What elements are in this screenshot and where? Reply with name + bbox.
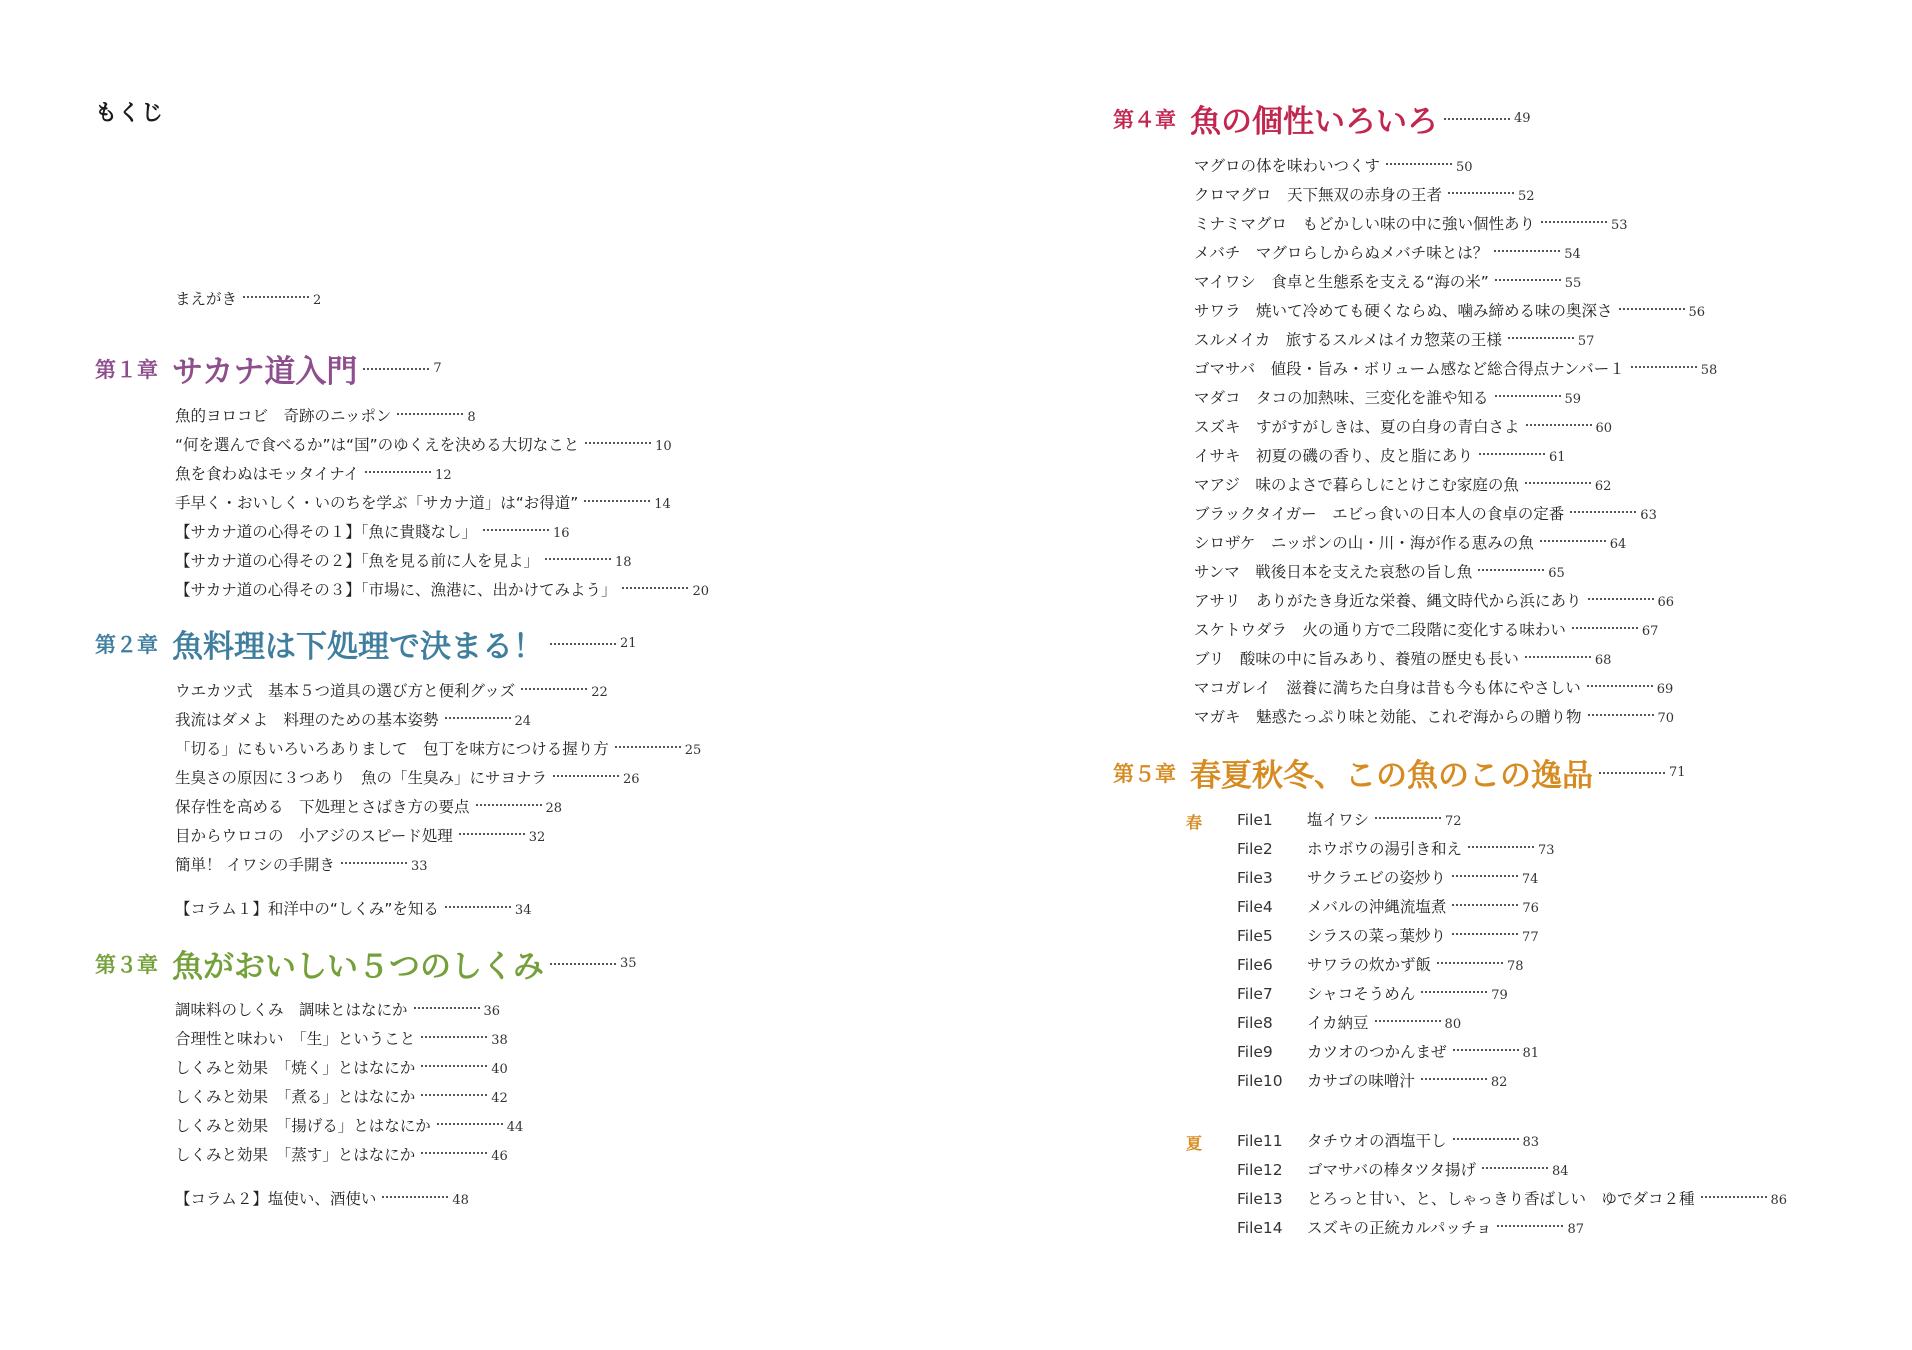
entry-title: 魚的ヨロコビ 奇跡のニッポン — [175, 407, 392, 425]
toc-entry[interactable] — [1194, 707, 1674, 729]
leader-dots — [1375, 817, 1441, 819]
toc-entry[interactable] — [1194, 620, 1658, 642]
leader-dots — [1525, 482, 1591, 484]
recipe-entry[interactable] — [1237, 1218, 1584, 1240]
entry-title: マイワシ 食卓と生態系を支える“海の米” — [1194, 273, 1489, 291]
leader-dots — [1495, 279, 1561, 281]
chapter-number: 第１章 — [95, 357, 158, 382]
toc-entry[interactable] — [175, 1116, 523, 1138]
entry-title: ホウボウの湯引き和え — [1307, 840, 1463, 858]
leader-dots — [421, 1094, 487, 1096]
page-number: 55 — [1564, 276, 1582, 291]
page-number: 35 — [620, 956, 637, 971]
page-number: 38 — [491, 1033, 508, 1048]
leader-dots — [585, 442, 651, 444]
toc-entry[interactable] — [1194, 446, 1566, 468]
leader-dots — [459, 833, 525, 835]
entry-title: タチウオの酒塩干し — [1307, 1132, 1447, 1150]
season-label-spring: 春 — [1186, 813, 1203, 832]
leader-dots — [1421, 1078, 1487, 1080]
leader-dots — [1482, 1167, 1548, 1169]
toc-entry[interactable] — [1194, 301, 1705, 323]
leader-dots — [341, 862, 407, 864]
chapter-number: 第３章 — [95, 952, 158, 977]
leader-dots — [1526, 424, 1592, 426]
page-number: 63 — [1640, 508, 1657, 523]
entry-title: ブリ 酸味の中に旨みあり、養殖の歴史も長い — [1194, 650, 1519, 668]
entry-title: カツオのつかんまぜ — [1307, 1043, 1447, 1061]
entry-title: まえがき — [175, 290, 238, 308]
column-entry[interactable] — [175, 899, 531, 921]
page-number: 40 — [491, 1062, 508, 1077]
leader-dots — [414, 1007, 480, 1009]
leader-dots — [476, 804, 542, 806]
entry-title: “何を選んで食べるか”は“国”のゆくえを決める大切なこと — [175, 436, 580, 454]
toc-entry[interactable] — [175, 768, 640, 790]
leader-dots — [1497, 1225, 1563, 1227]
entry-title: サワラの炊かず飯 — [1307, 956, 1432, 974]
leader-dots — [1587, 685, 1653, 687]
leader-dots — [521, 688, 587, 690]
page-number: 8 — [467, 410, 476, 425]
file-number: File7 — [1237, 985, 1273, 1003]
chapter-title: 魚の個性いろいろ — [1190, 104, 1438, 140]
entry-title: ゴマサバの棒タツタ揚げ — [1307, 1161, 1476, 1179]
entry-title: シラスの菜っ葉炒り — [1307, 927, 1447, 945]
recipe-entry[interactable] — [1237, 839, 1555, 861]
page-number: 60 — [1595, 421, 1613, 436]
entry-title: 簡単！ イワシの手開き — [175, 856, 335, 874]
chapter-title: 魚がおいしい５つのしくみ — [172, 949, 544, 985]
recipe-entry[interactable] — [1237, 1013, 1461, 1035]
leader-dots — [421, 1152, 487, 1154]
page-number: 46 — [491, 1149, 508, 1164]
entry-title: メバルの沖縄流塩煮 — [1307, 898, 1447, 916]
preface-entry[interactable] — [175, 289, 321, 311]
toc-entry[interactable] — [1194, 591, 1674, 613]
file-number: File8 — [1237, 1014, 1273, 1032]
leader-dots — [1572, 627, 1638, 629]
toc-entry[interactable] — [175, 1145, 508, 1167]
entry-title: サワラ 焼いて冷めても硬くならぬ、噛み締める味の奥深さ — [1194, 302, 1613, 320]
entry-title: スルメイカ 旅するスルメはイカ惣菜の王様 — [1194, 331, 1502, 349]
page-number: 21 — [620, 636, 637, 651]
page-number: 22 — [591, 685, 608, 700]
entry-title: シャコそうめん — [1307, 985, 1416, 1003]
page-number: 67 — [1641, 624, 1659, 639]
leader-dots — [1478, 569, 1544, 571]
file-number: File3 — [1237, 869, 1273, 887]
page-number: 48 — [452, 1193, 469, 1208]
leader-dots — [550, 963, 616, 965]
chapter-title: 魚料理は下処理で決まる！ — [172, 629, 544, 665]
leader-dots — [445, 717, 511, 719]
page-number: 33 — [410, 859, 428, 874]
leader-dots — [1375, 1020, 1441, 1022]
entry-title: ブラックタイガー エビっ食いの日本人の食卓の定番 — [1194, 505, 1565, 523]
leader-dots — [1421, 991, 1487, 993]
page-number: 26 — [623, 772, 640, 787]
file-number: File5 — [1237, 927, 1273, 945]
page-number: 24 — [514, 714, 532, 729]
entry-title: 調味料のしくみ 調味とはなにか — [175, 1001, 408, 1019]
leader-dots — [397, 413, 463, 415]
page-number: 50 — [1456, 160, 1473, 175]
entry-title: イサキ 初夏の磯の香り、皮と脂にあり — [1194, 447, 1474, 465]
file-number: File11 — [1237, 1132, 1283, 1150]
toc-entry[interactable] — [175, 1087, 508, 1109]
recipe-entry[interactable] — [1237, 926, 1539, 948]
leader-dots — [1452, 933, 1518, 935]
entry-title: 魚を食わぬはモッタイナイ — [175, 465, 360, 483]
leader-dots — [1631, 366, 1697, 368]
file-number: File9 — [1237, 1043, 1273, 1061]
toc-entry[interactable] — [175, 739, 701, 761]
page-number: 34 — [514, 903, 532, 918]
recipe-entry[interactable] — [1237, 1042, 1539, 1064]
leader-dots — [1701, 1196, 1767, 1198]
recipe-entry[interactable] — [1237, 1160, 1569, 1182]
page-number: 77 — [1522, 930, 1539, 945]
entry-title: ゴマサバ 値段・旨み・ボリューム感など総合得点ナンバー１ — [1194, 360, 1625, 378]
entry-title: 【コラム２】塩使い、酒使い — [175, 1190, 377, 1208]
entry-title: マガキ 魅惑たっぷり味と効能、これぞ海からの贈り物 — [1194, 708, 1582, 726]
entry-title: しくみと効果 「揚げる」とはなにか — [175, 1117, 431, 1135]
leader-dots — [243, 296, 309, 298]
toc-entry[interactable] — [175, 464, 452, 486]
page-number: 14 — [654, 497, 671, 512]
page-number: 16 — [552, 526, 570, 541]
entry-title: サンマ 戦後日本を支えた哀愁の旨し魚 — [1194, 563, 1473, 581]
toc-entry[interactable] — [175, 1058, 508, 1080]
page-number: 12 — [435, 468, 452, 483]
page-number: 59 — [1564, 392, 1582, 407]
entry-title: 保存性を高める 下処理とさばき方の要点 — [175, 798, 470, 816]
toc-entry[interactable] — [1194, 330, 1594, 352]
recipe-entry[interactable] — [1237, 984, 1508, 1006]
leader-dots — [1541, 221, 1607, 223]
toc-entry[interactable] — [1194, 475, 1611, 497]
page-number: 84 — [1551, 1164, 1569, 1179]
leader-dots — [1525, 656, 1591, 658]
page-number: 61 — [1549, 450, 1566, 465]
toc-entry[interactable] — [175, 1029, 508, 1051]
leader-dots — [1599, 772, 1665, 774]
page-number: 54 — [1564, 247, 1581, 262]
entry-title: 【サカナ道の心得その３】「市場に、漁港に、出かけてみよう」 — [175, 581, 617, 599]
page-number: 87 — [1567, 1222, 1584, 1237]
entry-title: サクラエビの姿炒り — [1307, 869, 1446, 887]
chapter-title: 春夏秋冬、この魚のこの逸品 — [1190, 758, 1593, 794]
entry-title: カサゴの味噌汁 — [1307, 1072, 1415, 1090]
page-number: 44 — [506, 1120, 524, 1135]
toc-entry[interactable] — [1194, 185, 1535, 207]
recipe-entry[interactable] — [1237, 868, 1538, 890]
chapter-2-heading[interactable] — [95, 621, 637, 666]
entry-title: メバチ マグロらしからぬメバチ味とは？ — [1194, 244, 1489, 262]
toc-entry[interactable] — [175, 855, 427, 877]
chapter-1-heading[interactable] — [95, 346, 442, 391]
chapter-3-heading[interactable] — [95, 941, 637, 986]
entry-title: しくみと効果 「蒸す」とはなにか — [175, 1146, 416, 1164]
leader-dots — [1453, 1049, 1519, 1051]
toc-entry[interactable] — [175, 710, 531, 732]
entry-title: マアジ 味のよさで暮らしにとけこむ家庭の魚 — [1194, 476, 1519, 494]
file-number: File1 — [1237, 811, 1273, 829]
recipe-entry[interactable] — [1237, 955, 1524, 977]
leader-dots — [382, 1196, 448, 1198]
file-number: File2 — [1237, 840, 1273, 858]
page-number: 49 — [1514, 111, 1531, 126]
leader-dots — [445, 906, 511, 908]
toc-entry[interactable] — [175, 551, 632, 573]
entry-title: 目からウロコの 小アジのスピード処理 — [175, 827, 453, 845]
entry-title: スズキの正統カルパッチョ — [1307, 1219, 1492, 1237]
column-entry[interactable] — [175, 1189, 469, 1211]
leader-dots — [421, 1065, 487, 1067]
chapter-title: サカナ道入門 — [172, 354, 358, 390]
page-number: 7 — [433, 361, 442, 376]
toc-entry[interactable] — [175, 435, 672, 457]
recipe-entry[interactable] — [1237, 1189, 1787, 1211]
toc-entry[interactable] — [175, 797, 562, 819]
toc-entry[interactable] — [175, 1000, 500, 1022]
page-number: 79 — [1491, 988, 1508, 1003]
entry-title: マコガレイ 滋養に満ちた白身は昔も今も体にやさしい — [1194, 679, 1581, 697]
toc-entry[interactable] — [1194, 388, 1581, 410]
page-number: 73 — [1538, 843, 1555, 858]
page-number: 66 — [1657, 595, 1675, 610]
page-number: 74 — [1521, 872, 1539, 887]
recipe-entry[interactable] — [1237, 1131, 1539, 1153]
entry-title: スケトウダラ 火の通り方で二段階に変化する味わい — [1194, 621, 1566, 639]
entry-title: スズキ すがすがしきは、夏の白身の青白さよ — [1194, 418, 1520, 436]
leader-dots — [550, 643, 616, 645]
leader-dots — [1588, 598, 1654, 600]
page-number: 2 — [313, 293, 322, 308]
page-number: 81 — [1522, 1046, 1540, 1061]
toc-entry[interactable] — [1194, 272, 1581, 294]
leader-dots — [1386, 163, 1452, 165]
recipe-entry[interactable] — [1237, 897, 1539, 919]
toc-entry[interactable] — [1194, 678, 1673, 700]
toc-entry[interactable] — [1194, 504, 1657, 526]
leader-dots — [1540, 540, 1606, 542]
entry-title: マグロの体を味わいつくす — [1194, 157, 1381, 175]
leader-dots — [584, 500, 650, 502]
entry-title: 塩イワシ — [1307, 811, 1370, 829]
page-number: 69 — [1656, 682, 1674, 697]
toc-entry[interactable] — [175, 406, 476, 428]
leader-dots — [1437, 962, 1503, 964]
entry-title: とろっと甘い、と、しゃっきり香ばしい ゆでダコ２種 — [1307, 1190, 1695, 1208]
toc-entry[interactable] — [1194, 243, 1581, 265]
toc-entry[interactable] — [1194, 417, 1612, 439]
page-number: 36 — [483, 1004, 501, 1019]
entry-title: ミナミマグロ もどかしい味の中に強い個性あり — [1194, 215, 1536, 233]
toc-entry[interactable] — [1194, 359, 1717, 381]
chapter-number: 第２章 — [95, 632, 158, 657]
toc-entry[interactable] — [1194, 533, 1626, 555]
season-label-summer: 夏 — [1186, 1134, 1203, 1153]
file-number: File6 — [1237, 956, 1273, 974]
page-number: 52 — [1518, 189, 1535, 204]
page-number: 68 — [1594, 653, 1612, 668]
page-number: 76 — [1522, 901, 1539, 916]
page-number: 65 — [1548, 566, 1565, 581]
leader-dots — [545, 558, 611, 560]
page-number: 58 — [1700, 363, 1718, 378]
file-number: File10 — [1237, 1072, 1283, 1090]
page-number: 10 — [655, 439, 672, 454]
page-number: 86 — [1770, 1193, 1788, 1208]
entry-title: 生臭さの原因に３つあり 魚の「生臭み」にサヨナラ — [175, 769, 548, 787]
file-number: File13 — [1237, 1190, 1283, 1208]
page-number: 42 — [491, 1091, 508, 1106]
page-number: 82 — [1490, 1075, 1508, 1090]
toc-entry[interactable] — [175, 522, 570, 544]
leader-dots — [1453, 1138, 1519, 1140]
entry-title: 合理性と味わい 「生」ということ — [175, 1030, 416, 1048]
entry-title: イカ納豆 — [1307, 1014, 1369, 1032]
leader-dots — [1570, 511, 1636, 513]
leader-dots — [437, 1123, 503, 1125]
file-number: File4 — [1237, 898, 1273, 916]
toc-entry[interactable] — [175, 493, 671, 515]
entry-title: 【コラム１】和洋中の“しくみ”を知る — [175, 900, 439, 918]
toc-entry[interactable] — [175, 681, 608, 703]
entry-title: しくみと効果 「煮る」とはなにか — [175, 1088, 416, 1106]
file-number: File12 — [1237, 1161, 1283, 1179]
page-number: 83 — [1522, 1135, 1540, 1150]
entry-title: 「切る」にもいろいろありまして 包丁を味方につける握り方 — [175, 740, 609, 758]
page-number: 62 — [1594, 479, 1612, 494]
leader-dots — [1619, 308, 1685, 310]
leader-dots — [1494, 250, 1560, 252]
toc-entry[interactable] — [1194, 156, 1473, 178]
chapter-4-heading[interactable] — [1113, 96, 1531, 141]
page-number: 28 — [545, 801, 563, 816]
leader-dots — [1495, 395, 1561, 397]
entry-title: マダコ タコの加熱味、三変化を誰や知る — [1194, 389, 1489, 407]
leader-dots — [1479, 453, 1545, 455]
page-number: 20 — [692, 584, 709, 599]
right-page — [956, 0, 1912, 1350]
leader-dots — [1508, 337, 1574, 339]
leader-dots — [622, 587, 688, 589]
entry-title: アサリ ありがたき身近な栄養、縄文時代から浜にあり — [1194, 592, 1582, 610]
chapter-number: 第５章 — [1113, 761, 1176, 786]
page-number: 53 — [1611, 218, 1628, 233]
recipe-entry[interactable] — [1237, 1071, 1507, 1093]
leader-dots — [1468, 846, 1534, 848]
page-number: 64 — [1609, 537, 1627, 552]
page-number: 32 — [528, 830, 546, 845]
leader-dots — [1452, 875, 1518, 877]
page-number: 25 — [684, 743, 702, 758]
entry-title: しくみと効果 「焼く」とはなにか — [175, 1059, 416, 1077]
chapter-5-heading[interactable] — [1113, 750, 1686, 795]
toc-entry[interactable] — [1194, 562, 1565, 584]
page-number: 71 — [1669, 765, 1686, 780]
recipe-entry[interactable] — [1237, 810, 1462, 832]
entry-title: 手早く・おいしく・いのちを学ぶ「サカナ道」は“お得道” — [175, 494, 579, 512]
entry-title: シロザケ ニッポンの山・川・海が作る恵みの魚 — [1194, 534, 1534, 552]
leader-dots — [483, 529, 549, 531]
toc-heading: もくじ — [95, 101, 165, 126]
page-number: 57 — [1577, 334, 1595, 349]
leader-dots — [1448, 192, 1514, 194]
entry-title: 【サカナ道の心得その２】「魚を見る前に人を見よ」 — [175, 552, 539, 570]
leader-dots — [1444, 118, 1510, 120]
leader-dots — [1452, 904, 1518, 906]
toc-entry[interactable] — [175, 826, 545, 848]
entry-title: 【サカナ道の心得その１】「魚に貴賤なし」 — [175, 523, 477, 541]
leader-dots — [615, 746, 681, 748]
leader-dots — [1588, 714, 1654, 716]
page-number: 72 — [1445, 814, 1462, 829]
page-number: 56 — [1688, 305, 1706, 320]
file-number: File14 — [1237, 1219, 1283, 1237]
page-number: 78 — [1507, 959, 1524, 974]
toc-entry[interactable] — [1194, 649, 1611, 671]
toc-entry[interactable] — [1194, 214, 1628, 236]
leader-dots — [553, 775, 619, 777]
chapter-number: 第４章 — [1113, 107, 1176, 132]
entry-title: 我流はダメよ 料理のための基本姿勢 — [175, 711, 439, 729]
entry-title: ウエカツ式 基本５つ道具の選び方と便利グッズ — [175, 682, 516, 700]
leader-dots — [365, 471, 431, 473]
page-number: 70 — [1657, 711, 1675, 726]
leader-dots — [363, 368, 429, 370]
entry-title: クロマグロ 天下無双の赤身の王者 — [1194, 186, 1443, 204]
page-number: 18 — [614, 555, 632, 570]
page-number: 80 — [1444, 1017, 1462, 1032]
toc-entry[interactable] — [175, 580, 709, 602]
leader-dots — [421, 1036, 487, 1038]
